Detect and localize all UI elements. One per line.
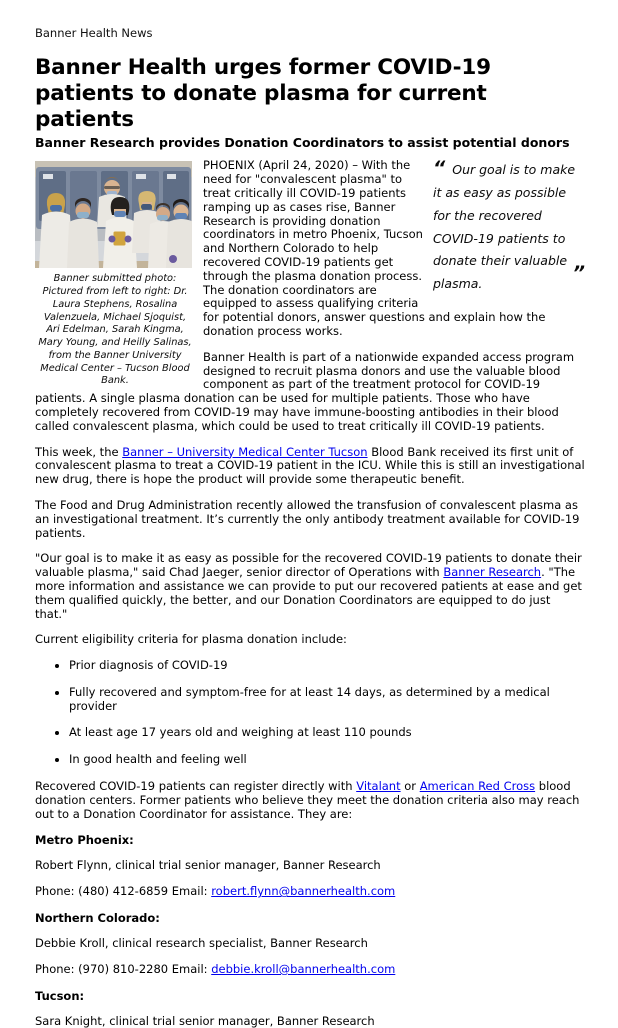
criteria-item: • Prior diagnosis of COVID-19 — [69, 659, 585, 673]
link-american-red-cross[interactable]: American Red Cross — [419, 779, 536, 794]
contact-phone-email — [35, 885, 585, 899]
email-link-robert-flynn[interactable]: robert.flynn@bannerhealth.com — [211, 884, 396, 899]
contact-person: Sara Knight, clinical trial senior manager, Banner Research — [35, 1013, 375, 1028]
paragraph-this-week-post: Blood Bank received its first unit of convalescent plasma to treat a COVID-19 patient in the ICU. While this is still an investigational new drug, there is hope the product will provide some therapeutic benefit. — [35, 444, 585, 487]
paragraph-register-post: blood donation centers. Former patients who believe they meet the donation criteria also may reach out to a Donation Coordinator for assistance. They are: — [35, 779, 580, 821]
paragraph-jaeger-pre: "Our goal is to make it as easy as possible for the recovered COVID-19 patients to donate their valuable plasma," said Chad Jaeger, senior director of Operations with — [35, 551, 582, 580]
photo-caption: Banner submitted photo: Pictured from left to right: Dr. Laura Stephens, Rosalina Valenzuela, Michael Sjoquist, Ari Edelman, Sarah Kingma, Mary Young, and Heilly Salinas, from the Banner University Medical Center – Tucson Blood Bank. — [38, 273, 192, 387]
region-header-metro-phoenix: Metro Phoenix: — [35, 833, 134, 848]
link-banner-umc-tucson[interactable]: Banner – University Medical Center Tucson — [122, 444, 368, 459]
paragraph-register-pre: Recovered COVID-19 patients can register directly with — [35, 779, 357, 794]
open-quote-mark: “ — [433, 157, 446, 180]
subheadline: Banner Research provides Donation Coordinators to assist potential donors — [35, 135, 570, 151]
paragraph-jaeger-post: . "The more information and assistance we can provide to put our recovered patients at ease and get them qualified quickly, the better, and our Donation Coordinators are equipped to do just that." — [35, 565, 582, 621]
paragraph-fda: The Food and Drug Administration recently allowed the transfusion of convalescent plasma as an investigational treatment. It’s currently the only antibody treatment available for COVID-19 patients. — [35, 497, 580, 540]
paragraph-program: Banner Health is part of a nationwide expanded access program designed to recruit plasma donors and use the valuable blood component as part of the treatment protocol for COVID-19 patients. A single plasma donation can be used for multiple patients. Those who have completely recovered from COVID-19 may have immune-boosting antibodies in their blood called convalescent plasma, which could be used to treat critically ill COVID-19 patients. — [35, 349, 575, 433]
paragraph-intro: PHOENIX (April 24, 2020) – With the need for "convalescent plasma" to treat critically ill COVID-19 patients ramping up as cases rise, Banner Research is providing donation coordinators in metro Phoenix, Tucson and Northern Colorado to help recovered COVID-19 patients get through the plasma donation process. The donation coordinators are equipped to assess qualifying criteria for potential donors, answer questions and explain how the donation process works. — [203, 158, 546, 338]
staff-photo — [35, 161, 192, 268]
eligibility-criteria-list — [35, 659, 585, 767]
paragraph-criteria-intro: Current eligibility criteria for plasma donation include: — [35, 632, 347, 647]
site-label: Banner Health News — [35, 26, 153, 40]
contact-phone-email — [35, 963, 585, 977]
pull-quote-text: Our goal is to make it as easy as possible for the recovered COVID-19 patients to donate their valuable plasma. — [433, 162, 576, 292]
contact-phone-label: Phone: (970) 810-2280 Email: — [35, 961, 212, 976]
paragraph-register-mid: or — [400, 779, 420, 794]
contact-phone-label: Phone: (480) 412-6859 Email: — [35, 884, 212, 899]
criteria-item: • In good health and feeling well — [69, 753, 585, 767]
email-link-debbie-kroll[interactable]: debbie.kroll@bannerhealth.com — [211, 961, 396, 976]
paragraph-this-week — [35, 446, 585, 487]
photo-block — [35, 161, 195, 388]
region-header-northern-colorado: Northern Colorado: — [35, 911, 160, 926]
criteria-item: • At least age 17 years old and weighing at least 110 pounds — [69, 726, 585, 740]
paragraph-jaeger-quote — [35, 552, 585, 621]
contact-person: Robert Flynn, clinical trial senior manager, Banner Research — [35, 858, 381, 873]
link-vitalant[interactable]: Vitalant — [356, 779, 401, 794]
criteria-item: • Fully recovered and symptom-free for at least 14 days, as determined by a medical provider — [69, 686, 585, 714]
page-title: Banner Health urges former COVID-19 patients to donate plasma for current patients — [35, 55, 491, 132]
paragraph-this-week-pre: This week, the — [35, 444, 123, 459]
region-header-tucson: Tucson: — [35, 988, 85, 1003]
paragraph-register — [35, 780, 585, 821]
pull-quote: “ Our goal is to make it as easy as possible for the recovered COVID-19 patients to donate their valuable plasma. ” — [433, 157, 585, 292]
link-banner-research[interactable]: Banner Research — [443, 565, 542, 580]
contact-person: Debbie Kroll, clinical research specialist, Banner Research — [35, 936, 368, 951]
